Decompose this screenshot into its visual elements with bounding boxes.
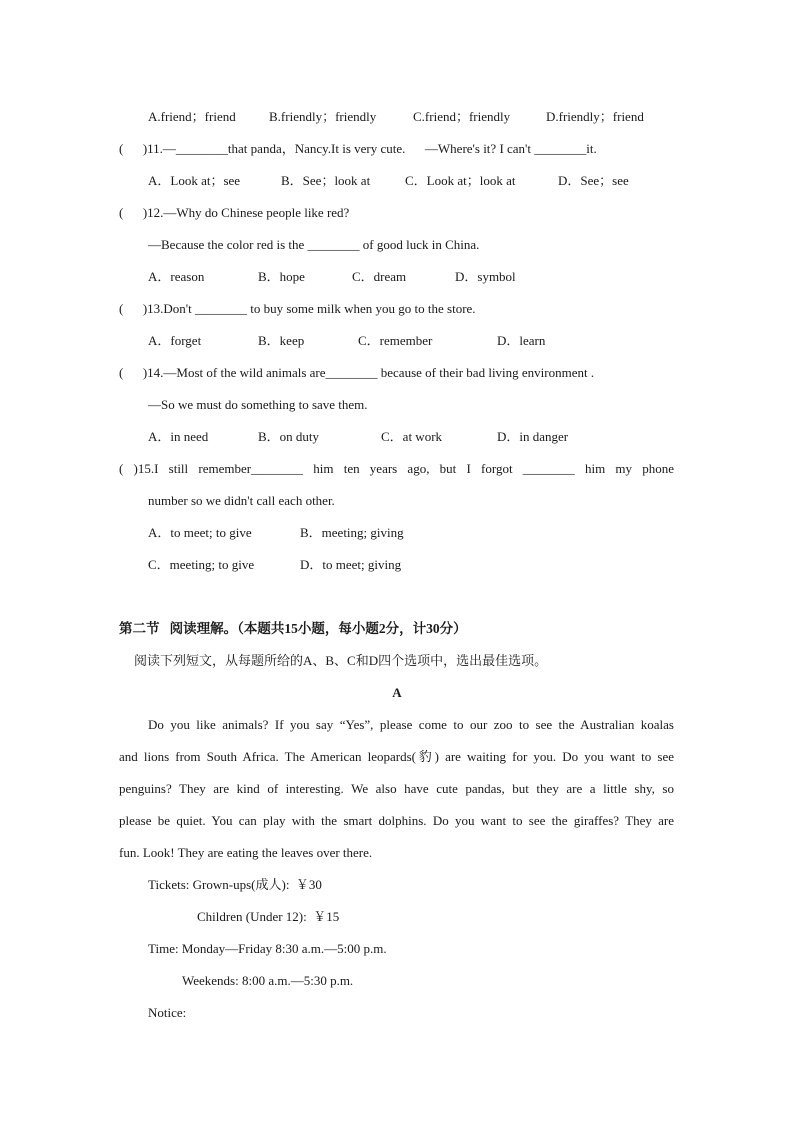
passage-line: fun. Look! They are eating the leaves over there. (119, 845, 373, 860)
q13-option-c: C．remember (358, 333, 433, 348)
passage-line: Do you like animals? If you say “Yes”, please come to our zoo to see the Australian koalas (148, 717, 674, 732)
q12-line2: —Because the color red is the ________ of good luck in China. (148, 237, 480, 252)
passage-line: and lions from South Africa. The American leopards(豹) are waiting for you. Do you want to see (119, 749, 674, 764)
q14-line2: —So we must do something to save them. (148, 397, 368, 412)
q14-option-d: D．in danger (497, 429, 569, 444)
q11-option-d: D．See；see (558, 173, 629, 188)
q12-option-a: A．reason (148, 269, 205, 284)
q11-option-c: C．Look at；look at (405, 173, 516, 188)
q13-option-d: D．learn (497, 333, 546, 348)
q10-option-d: D.friendly；friend (546, 109, 644, 124)
q15-stem: ( )15.I still remember________ him ten years ago, but I forgot ________ him my phone (119, 461, 674, 476)
q15-line2: number so we didn't call each other. (148, 493, 335, 508)
q12-stem: ( )12.—Why do Chinese people like red? (119, 205, 350, 220)
q14-option-a: A．in need (148, 429, 209, 444)
q10-option-c: C.friend；friendly (413, 109, 511, 124)
q13-stem: ( )13.Don't ________ to buy some milk when you go to the store. (119, 301, 476, 316)
q11-stem: ( )11.—________that panda，Nancy.It is very cute. —Where's it? I can't ________it. (119, 141, 597, 156)
tickets-line: Tickets: Grown-ups(成人): ￥30 (148, 877, 322, 892)
q10-option-a: A.friend；friend (148, 109, 236, 124)
section-title: 第二节 阅读理解。（本题共15小题，每小题2分，计30分） (119, 621, 467, 636)
q14-stem: ( )14.—Most of the wild animals are________ because of their bad living environment . (119, 365, 595, 380)
q13-option-b: B．keep (258, 333, 305, 348)
q11-option-a: A．Look at；see (148, 173, 241, 188)
passage-line: penguins? They are kind of interesting. We also have cute pandas, but they are a little shy, so (119, 781, 674, 796)
q12-option-d: D．symbol (455, 269, 516, 284)
q15-option-b: B．meeting; giving (300, 525, 404, 540)
q15-option-c: C．meeting; to give (148, 557, 255, 572)
q14-option-c: C．at work (381, 429, 443, 444)
q15-option-d: D．to meet; giving (300, 557, 402, 572)
q13-option-a: A．forget (148, 333, 202, 348)
time-line: Time: Monday—Friday 8:30 a.m.—5:00 p.m. (148, 941, 387, 956)
section-instruction: 阅读下列短文，从每题所给的A、B、C和D四个选项中，选出最佳选项。 (134, 653, 548, 668)
q12-option-c: C．dream (352, 269, 407, 284)
passage-line: please be quiet. You can play with the smart dolphins. Do you want to see the giraffes? They are (119, 813, 674, 828)
notice-line: Notice: (148, 1005, 187, 1020)
children-ticket-line: Children (Under 12): ￥15 (197, 909, 340, 924)
q14-option-b: B．on duty (258, 429, 320, 444)
q11-option-b: B．See；look at (281, 173, 371, 188)
q10-option-b: B.friendly；friendly (269, 109, 377, 124)
weekends-line: Weekends: 8:00 a.m.—5:30 p.m. (182, 973, 354, 988)
q15-option-a: A．to meet; to give (148, 525, 252, 540)
passage-label: A (392, 685, 402, 700)
q12-option-b: B．hope (258, 269, 305, 284)
